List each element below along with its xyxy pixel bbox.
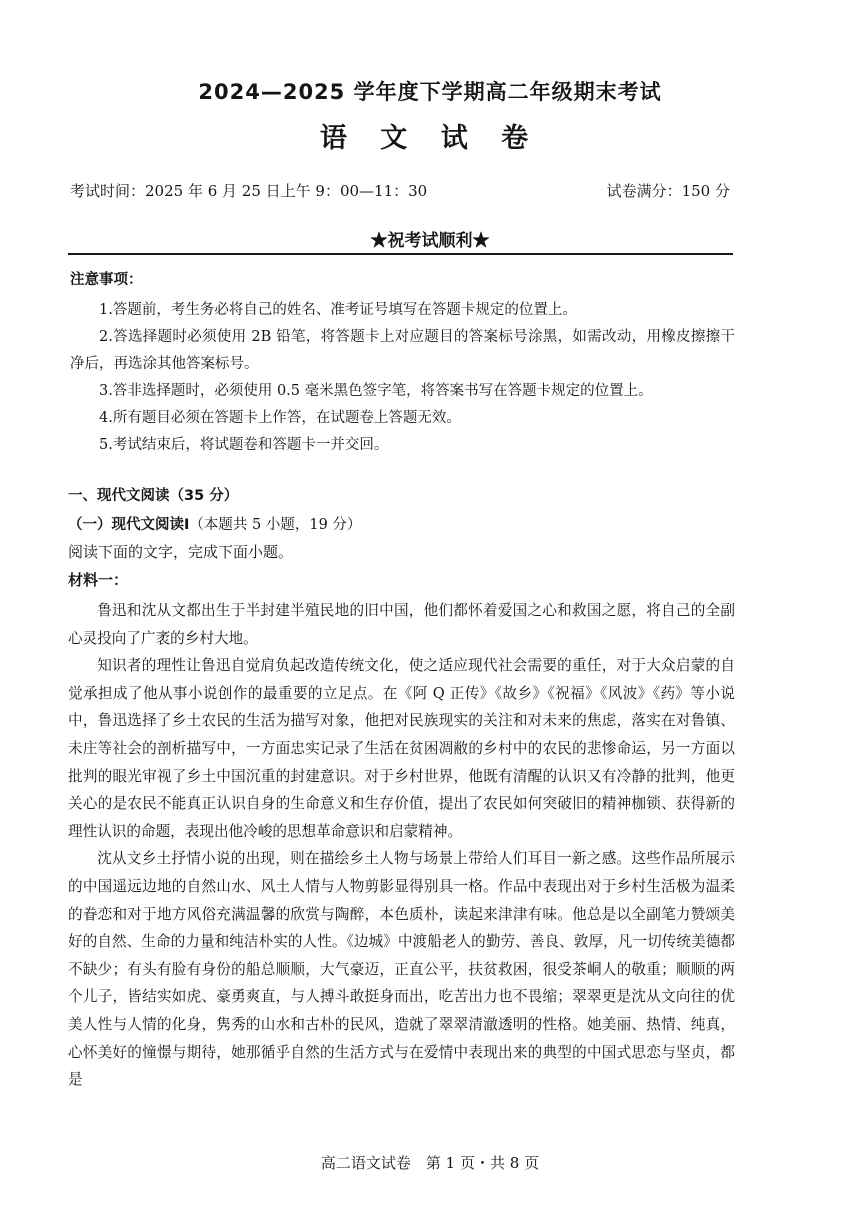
exam-time: 考试时间：2025 年 6 月 25 日上午 9：00—11：30: [70, 182, 428, 200]
subsection-detail: （本题共 5 小题，19 分）: [189, 517, 362, 533]
exam-title: 2024—2025 学年度下学期高二年级期末考试: [198, 80, 662, 104]
notice-item: 5.考试结束后，将试题卷和答题卡一并交回。: [99, 437, 389, 453]
material-label: 材料一：: [68, 571, 129, 589]
notice-block: [70, 268, 735, 459]
reading-instruction: 阅读下面的文字，完成下面小题。: [68, 543, 294, 561]
reading-passage: [68, 597, 735, 1094]
paper-subtitle: 语 文 试 卷: [319, 123, 541, 154]
subsection-heading: [68, 513, 361, 534]
passage-paragraph: 知识者的理性让鲁迅自觉肩负起改造传统文化，使之适应现代社会需要的重任，对于大众启蒙的自觉承担成了他从事小说创作的最重要的立足点。在《阿 Q 正传》《故乡》《祝福》《风波》《药》等小说中，鲁迅选择了乡土农民的生活为描写对象，他把对民族现实的关注和对未来的焦虑，落实在对鲁镇、未庄等社会的剖析描写中，一方面忠实记录了生活在贫困凋敝的乡村中的农民的悲惨命运，另一方面以批判的眼光审视了乡土中国沉重的封建意识。对于乡村世界，他既有清醒的认识又有冷静的批判，他更关心的是农民不能真正认识自身的生命意义和生存价值，提出了农民如何突破旧的精神枷锁、获得新的理性认识的命题，表现出他冷峻的思想革命意识和启蒙精神。: [68, 657, 735, 840]
header-divider: [68, 253, 733, 255]
notice-heading: 注意事项：: [70, 272, 143, 288]
passage-paragraph: 鲁迅和沈从文都出生于半封建半殖民地的旧中国，他们都怀着爱国之心和救国之愿，将自己的全副心灵投向了广袤的乡村大地。: [68, 602, 735, 647]
section-heading: 一、现代文阅读（35 分）: [68, 488, 239, 504]
subsection-title: （一）现代文阅读Ⅰ: [68, 517, 190, 533]
notice-item: 2.答选择题时必须使用 2B 铅笔，将答题卡上对应题目的答案标号涂黑，如需改动，用橡皮擦擦干净后，再选涂其他答案标号。: [70, 329, 735, 372]
page-footer: 高二语文试卷 第 1 页・共 8 页: [320, 1154, 540, 1172]
full-score: 试卷满分：150 分: [606, 182, 730, 200]
notice-item: 1.答题前，考生务必将自己的姓名、准考证号填写在答题卡规定的位置上。: [99, 302, 577, 318]
passage-paragraph: 沈从文乡土抒情小说的出现，则在描绘乡土人物与场景上带给人们耳目一新之感。这些作品所展示的中国遥远边地的自然山水、风土人情与人物剪影显得别具一格。作品中表现出对于乡村生活极为温柔的眷恋和对于地方风俗充满温馨的欣赏与陶醉，本色质朴，读起来津津有味。他总是以全副笔力赞颂美好的自然、生命的力量和纯洁朴实的人性。《边城》中渡船老人的勤劳、善良、敦厚，凡一切传统美德都不缺少；有头有脸有身份的船总顺顺，大气豪迈，正直公平，扶贫救困，很受茶峒人的敬重；顺顺的两个儿子，皆结实如虎、豪勇爽直，与人搏斗敢挺身而出，吃苦出力也不畏缩；翠翠更是沈从文向往的优美人性与人情的化身，隽秀的山水和古朴的民风，造就了翠翠清澈透明的性格。她美丽、热情、纯真，心怀美好的憧憬与期待，她那循乎自然的生活方式与在爱情中表现出来的典型的中国式思恋与坚贞，都是: [68, 850, 735, 1089]
notice-item: 4.所有题目必须在答题卡上作答，在试题卷上答题无效。: [99, 410, 461, 426]
notice-item: 3.答非选择题时，必须使用 0.5 毫米黑色签字笔，将答案书写在答题卡规定的位置上。: [99, 383, 653, 399]
good-luck-slogan: ★祝考试顺利★: [370, 231, 490, 251]
